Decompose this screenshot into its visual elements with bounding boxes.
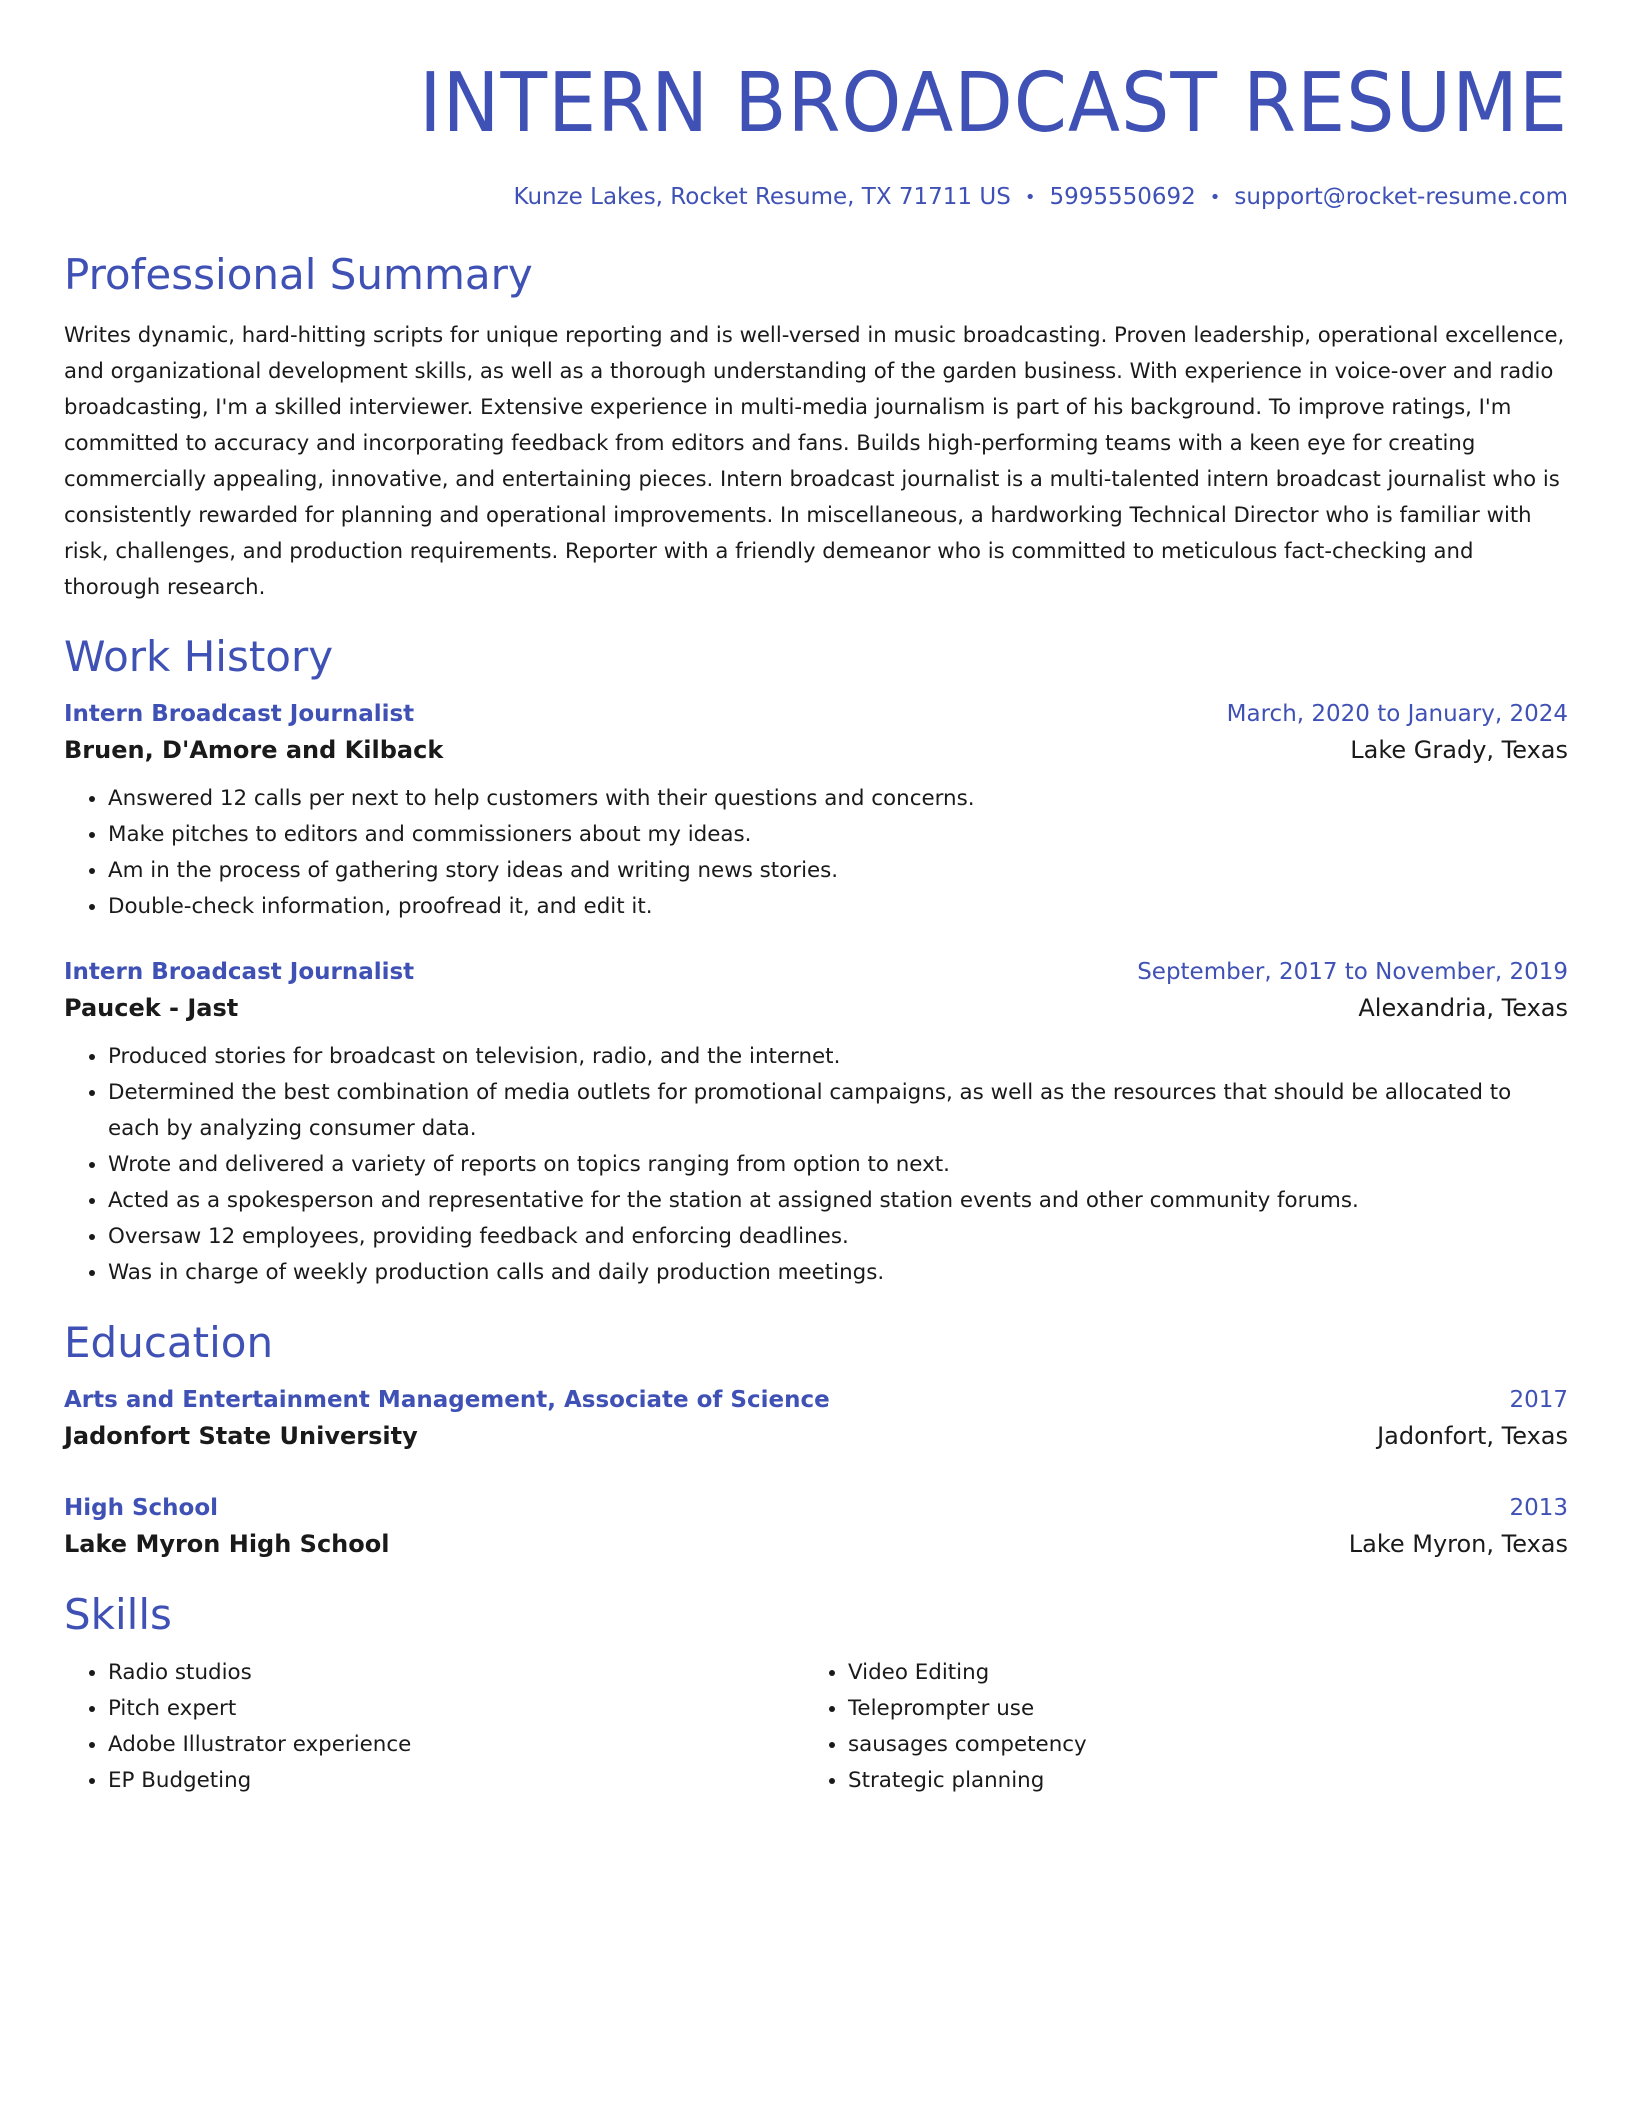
job-bullet: • Make pitches to editors and commissioners about my ideas. bbox=[108, 817, 1568, 853]
job-entry bbox=[64, 697, 1568, 925]
contact-email[interactable]: support@rocket-resume.com bbox=[1234, 184, 1568, 210]
contact-line bbox=[64, 182, 1568, 213]
contact-separator: • bbox=[1209, 187, 1221, 208]
education-year: 2013 bbox=[1509, 1495, 1568, 1521]
skills-list-right bbox=[804, 1655, 1564, 1799]
job-bullet: • Double-check information, proofread it, and edit it. bbox=[108, 889, 1568, 925]
skill-item: • Pitch expert bbox=[108, 1691, 804, 1727]
skill-item: • Teleprompter use bbox=[848, 1691, 1564, 1727]
skills-heading: Skills bbox=[64, 1590, 172, 1639]
job-location: Alexandria, Texas bbox=[1358, 994, 1568, 1022]
summary-text: Writes dynamic, hard-hitting scripts for unique reporting and is well-versed in music broadcasting. Proven leadership, operational excellence, and organizational development skills, as well as a thorough understanding of the garden business. With experience in voice-over and radio broadcasting, I'm a skilled interviewer. Extensive experience in multi-media journalism is part of his background. To improve ratings, I'm committed to accuracy and incorporating feedback from editors and fans. Builds high-performing teams with a keen eye for creating commercially appealing, innovative, and entertaining pieces. Intern broadcast journalist is a multi-talented intern broadcast journalist who is consistently rewarded for planning and operational improvements. In miscellaneous, a hardworking Technical Director who is familiar with risk, challenges, and production requirements. Reporter with a friendly demeanor who is committed to meticulous fact-checking and thorough research. bbox=[64, 322, 1565, 599]
job-location: Lake Grady, Texas bbox=[1350, 736, 1568, 764]
job-bullet: • Was in charge of weekly production calls and daily production meetings. bbox=[108, 1255, 1568, 1291]
job-title: Intern Broadcast Journalist bbox=[64, 959, 415, 985]
skill-item: • sausages competency bbox=[848, 1727, 1564, 1763]
skill-item: • Video Editing bbox=[848, 1655, 1564, 1691]
education-location: Jadonfort, Texas bbox=[1377, 1422, 1568, 1450]
contact-separator: • bbox=[1024, 187, 1036, 208]
skills-section bbox=[64, 1589, 1568, 1799]
job-company: Paucek - Jast bbox=[64, 994, 239, 1022]
education-school: Lake Myron High School bbox=[64, 1530, 390, 1558]
job-dates: March, 2020 to January, 2024 bbox=[1226, 701, 1568, 727]
job-company: Bruen, D'Amore and Kilback bbox=[64, 736, 444, 764]
summary-heading: Professional Summary bbox=[64, 250, 533, 299]
job-bullet: • Determined the best combination of media outlets for promotional campaigns, as well as the resources that should be allocated to each by analyzing consumer data. bbox=[108, 1075, 1568, 1147]
education-heading: Education bbox=[64, 1318, 274, 1367]
skill-item: • Adobe Illustrator experience bbox=[108, 1727, 804, 1763]
contact-phone: 5995550692 bbox=[1049, 184, 1196, 210]
resume-header bbox=[64, 50, 1568, 213]
skill-item: • EP Budgeting bbox=[108, 1763, 804, 1799]
job-bullet: • Wrote and delivered a variety of reports on topics ranging from option to next. bbox=[108, 1147, 1568, 1183]
job-bullet: • Produced stories for broadcast on television, radio, and the internet. bbox=[108, 1039, 1568, 1075]
job-bullets bbox=[64, 1039, 1568, 1291]
skills-list-left bbox=[64, 1655, 804, 1799]
education-entry bbox=[64, 1383, 1568, 1455]
job-title: Intern Broadcast Journalist bbox=[64, 701, 415, 727]
education-school: Jadonfort State University bbox=[64, 1422, 418, 1450]
education-year: 2017 bbox=[1509, 1387, 1568, 1413]
work-history-section bbox=[64, 631, 1568, 1291]
work-history-heading: Work History bbox=[64, 632, 334, 681]
contact-address: Kunze Lakes, Rocket Resume, TX 71711 US bbox=[513, 184, 1011, 210]
education-degree: High School bbox=[64, 1495, 219, 1521]
education-section bbox=[64, 1317, 1568, 1563]
education-entry bbox=[64, 1491, 1568, 1563]
skill-item: • Radio studios bbox=[108, 1655, 804, 1691]
job-bullet: • Am in the process of gathering story ideas and writing news stories. bbox=[108, 853, 1568, 889]
job-bullets bbox=[64, 781, 1568, 925]
job-bullet: • Acted as a spokesperson and representative for the station at assigned station events and other community forums. bbox=[108, 1183, 1568, 1219]
education-location: Lake Myron, Texas bbox=[1348, 1530, 1568, 1558]
resume-title: INTERN BROADCAST RESUME bbox=[419, 56, 1568, 151]
education-degree: Arts and Entertainment Management, Associate of Science bbox=[64, 1387, 830, 1413]
skill-item: • Strategic planning bbox=[848, 1763, 1564, 1799]
job-entry bbox=[64, 955, 1568, 1291]
job-bullet: • Answered 12 calls per next to help customers with their questions and concerns. bbox=[108, 781, 1568, 817]
job-bullet: • Oversaw 12 employees, providing feedback and enforcing deadlines. bbox=[108, 1219, 1568, 1255]
job-dates: September, 2017 to November, 2019 bbox=[1137, 959, 1568, 985]
skills-columns bbox=[64, 1655, 1568, 1799]
